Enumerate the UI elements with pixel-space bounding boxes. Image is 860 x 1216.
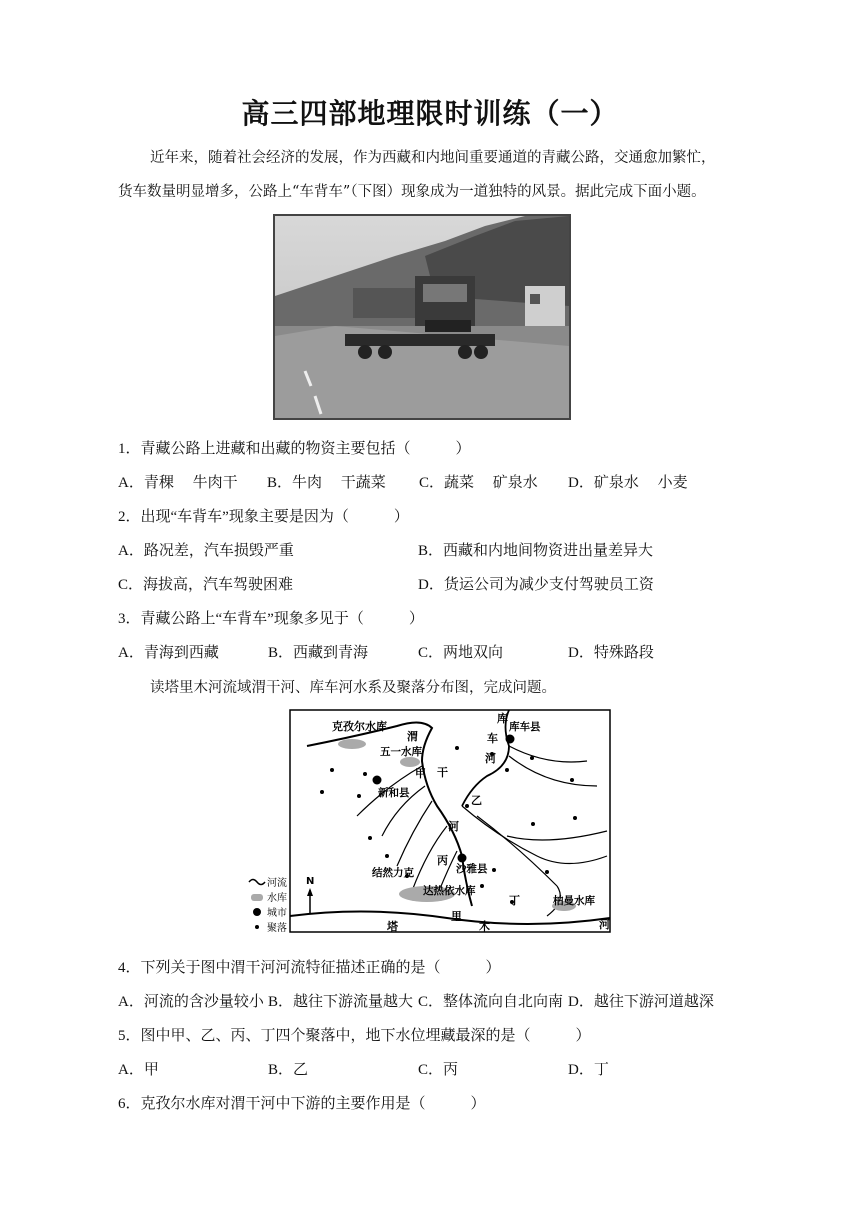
q3-option-b[interactable]: B．西藏到青海 xyxy=(268,645,369,661)
q1-option-b[interactable]: B．牛肉 干蔬菜 xyxy=(267,475,386,491)
svg-text:里: 里 xyxy=(451,910,462,923)
q2-option-d[interactable]: D．货运公司为减少支付驾驶员工资 xyxy=(418,577,654,593)
settlement-bing-label: 丙 xyxy=(437,854,448,867)
q5-option-b[interactable]: B．乙 xyxy=(268,1062,309,1078)
legend-reservoir-label: 水库 xyxy=(267,893,287,904)
wuyi-reservoir-label: 五一水库 xyxy=(380,746,422,758)
kuche-county-label: 库车县 xyxy=(509,721,541,733)
map-legend xyxy=(249,876,287,934)
q4-option-a[interactable]: A．河流的含沙量较小 xyxy=(118,994,264,1010)
question-3-stem: 3．青藏公路上“车背车”现象多见于（ ） xyxy=(118,611,424,627)
svg-text:河: 河 xyxy=(485,752,496,765)
q5-option-c[interactable]: C．丙 xyxy=(418,1062,459,1078)
q2-option-c[interactable]: C．海拔高，汽车驾驶困难 xyxy=(118,577,294,593)
boman-reservoir-label: 柏曼水库 xyxy=(553,895,595,907)
svg-text:库: 库 xyxy=(497,712,508,725)
question-1-stem: 1．青藏公路上进藏和出藏的物资主要包括（ ） xyxy=(118,441,471,457)
question-2-stem: 2．出现“车背车”现象主要是因为（ ） xyxy=(118,509,409,525)
q3-option-d[interactable]: D．特殊路段 xyxy=(568,645,654,661)
page-title: 高三四部地理限时训练（一） xyxy=(241,97,619,130)
legend-settlement-label: 聚落 xyxy=(267,923,287,934)
river-map xyxy=(247,706,613,934)
q1-option-a[interactable]: A．青稞 牛肉干 xyxy=(118,475,238,491)
truck-photo xyxy=(273,214,571,420)
svg-text:河: 河 xyxy=(599,918,610,931)
q2-option-b[interactable]: B．西藏和内地间物资进出量差异大 xyxy=(418,543,654,559)
svg-text:干: 干 xyxy=(437,766,448,779)
q3-option-a[interactable]: A．青海到西藏 xyxy=(118,645,219,661)
kizil-reservoir-label: 克孜尔水库 xyxy=(332,720,387,733)
intro-line-1: 近年来，随着社会经济的发展，作为西藏和内地间重要通道的青藏公路，交通愈加繁忙， xyxy=(150,150,716,166)
settlement-yi-label: 乙 xyxy=(471,794,482,807)
settlement-jia-label: 甲 xyxy=(415,767,426,780)
svg-text:河: 河 xyxy=(448,820,459,833)
legend-river-label: 河流 xyxy=(267,878,287,889)
darayi-reservoir-label: 达热依水库 xyxy=(423,885,476,897)
q1-option-c[interactable]: C．蔬菜 矿泉水 xyxy=(419,475,538,491)
question-4-stem: 4．下列关于图中渭干河河流特征描述正确的是（ ） xyxy=(118,960,501,976)
settlement-ding-label: 丁 xyxy=(509,894,520,907)
question-6-stem: 6．克孜尔水库对渭干河中下游的主要作用是（ ） xyxy=(118,1096,486,1112)
question-5-stem: 5．图中甲、乙、丙、丁四个聚落中，地下水位埋藏最深的是（ ） xyxy=(118,1028,591,1044)
q2-option-a[interactable]: A．路况差，汽车损毁严重 xyxy=(118,543,294,559)
q5-option-a[interactable]: A．甲 xyxy=(118,1062,159,1078)
intro-line-2: 货车数量明显增多，公路上“车背车”（下图）现象成为一道独特的风景。据此完成下面小题。 xyxy=(118,184,706,200)
q3-option-c[interactable]: C．两地双向 xyxy=(418,645,504,661)
svg-text:N: N xyxy=(306,876,315,887)
q4-option-b[interactable]: B．越往下游流量越大 xyxy=(268,994,414,1010)
svg-text:车: 车 xyxy=(487,732,498,745)
q4-option-d[interactable]: D．越往下游河道越深 xyxy=(568,994,714,1010)
svg-text:木: 木 xyxy=(479,920,490,933)
q1-option-d[interactable]: D．矿泉水 小麦 xyxy=(568,475,688,491)
map-intro: 读塔里木河流域渭干河、库车河水系及聚落分布图，完成问题。 xyxy=(150,680,556,696)
xinhe-county-label: 新和县 xyxy=(378,787,410,799)
jieranlike-label: 结然力克 xyxy=(372,867,414,879)
svg-text:渭: 渭 xyxy=(407,730,418,743)
q5-option-d[interactable]: D．丁 xyxy=(568,1062,609,1078)
q4-option-c[interactable]: C．整体流向自北向南 xyxy=(418,994,564,1010)
shaya-county-label: 沙雅县 xyxy=(456,863,488,875)
legend-city-label: 城市 xyxy=(267,908,287,919)
svg-text:塔: 塔 xyxy=(387,920,398,933)
north-arrow-icon xyxy=(306,876,314,914)
